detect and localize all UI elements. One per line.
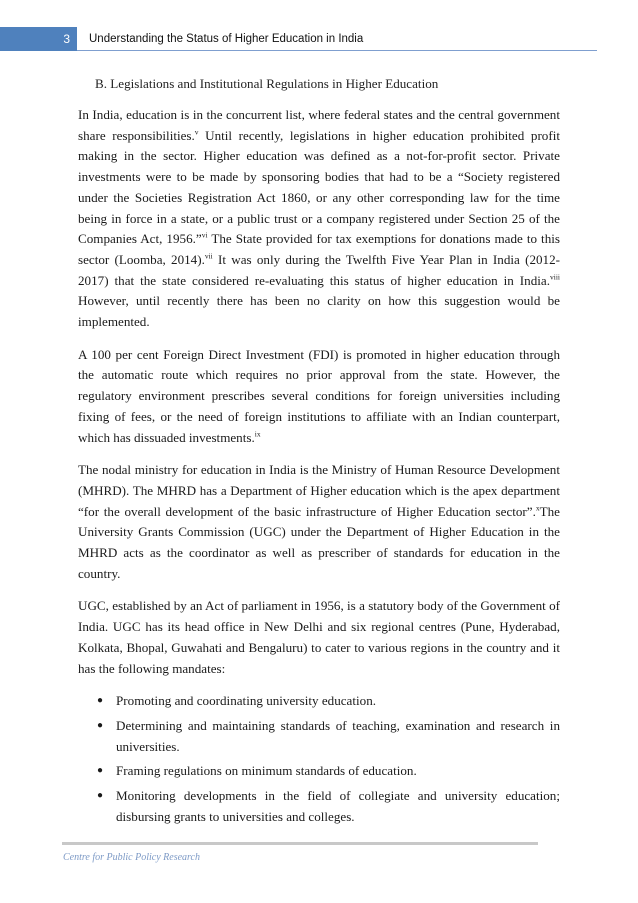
text: UGC, established by an Act of parliament in 1956, is a statutory body of the Government of India. UGC has its head office in New Delhi and six regional centres (Pune, Hyderabad, Kolkata, Bhopal, Guwahati and Bengaluru) to cater to various regions in the country and it has the following mandates:: [78, 598, 560, 676]
footer-divider: [62, 842, 538, 845]
list-item: [78, 786, 560, 827]
text: It was only during the Twelfth Five Year Plan in India (2012-2017) that the state considered re-evaluating this status of higher education in India.: [78, 251, 560, 288]
bullet-icon: ●: [97, 719, 104, 731]
text: The State provided for tax exemptions for donations made to this sector (Loomba, 2014).: [78, 231, 560, 267]
text: The University Grants Commission (UGC) under the Department of Higher Education in the MHRD acts as the coordinator as well as prescriber of standards for education in the country.: [78, 503, 560, 581]
list-item-text: Monitoring developments in the field of collegiate and university education; disbursing grants to universities and colleges.: [116, 788, 560, 824]
footnote-ref: vii: [204, 251, 213, 261]
footnote-ref: vi: [201, 230, 208, 240]
text: A 100 per cent Foreign Direct Investment (FDI) is promoted in higher education through the automatic route which requires no prior approval from the state. However, the regulatory environment prescribes several conditions for foreign universities including fixing of fees, or the need of foreign institutions to affiliate with an Indian counterpart, which has dissuaded investments.: [78, 346, 560, 445]
paragraph-legislation: [78, 105, 560, 333]
list-item-text: Determining and maintaining standards of teaching, examination and research in universities.: [116, 717, 560, 754]
header-title: Understanding the Status of Higher Education in India: [89, 33, 364, 45]
text: The nodal ministry for education in India is the Ministry of Human Resource Development (MHRD). The MHRD has a Department of Higher education which is the apex department “for the overall development of the basic infrastructure of Higher Education sector”.: [78, 462, 560, 519]
list-item-text: Framing regulations on minimum standards of education.: [116, 763, 417, 779]
list-item: [78, 761, 560, 782]
bullet-icon: ●: [97, 695, 104, 707]
mandates-list: [78, 691, 560, 827]
list-item-text: Promoting and coordinating university education.: [116, 693, 377, 709]
bullet-icon: ●: [97, 790, 104, 802]
footnote-ref: v: [194, 127, 199, 137]
bullet-icon: ●: [97, 765, 104, 777]
footnote-ref: x: [535, 503, 540, 513]
text: Until recently, legislations in higher education prohibited profit making in the sector. Higher education was defined as a not-for-profit sector. Private investments were to be made by sponsoring bodies that had to be a “Society registered under the Societies Registration Act 1860, or any other corresponding law for the time being in force in a state, or a public trust or a company registered under Section 25 of the Companies Act, 1956.”: [78, 127, 560, 247]
list-item: [78, 716, 560, 757]
list-item: [78, 691, 560, 712]
text: However, until recently there has been no clarity on how this suggestion would be implemented.: [78, 293, 560, 330]
footnote-ref: viii: [549, 272, 560, 282]
header-divider: [77, 50, 597, 51]
paragraph-ugc: [78, 596, 560, 679]
footnote-ref: ix: [254, 429, 261, 439]
page-header: [0, 27, 638, 51]
page-number: 3: [0, 27, 77, 51]
text: In India, education is in the concurrent list, where federal states and the central government share responsibilities.: [78, 107, 560, 143]
paragraph-fdi: [78, 345, 560, 449]
section-heading: B. Legislations and Institutional Regulations in Higher Education: [95, 76, 439, 91]
paragraph-mhrd: [78, 460, 560, 584]
footer-text: Centre for Public Policy Research: [63, 852, 200, 863]
page-body: [78, 75, 560, 832]
